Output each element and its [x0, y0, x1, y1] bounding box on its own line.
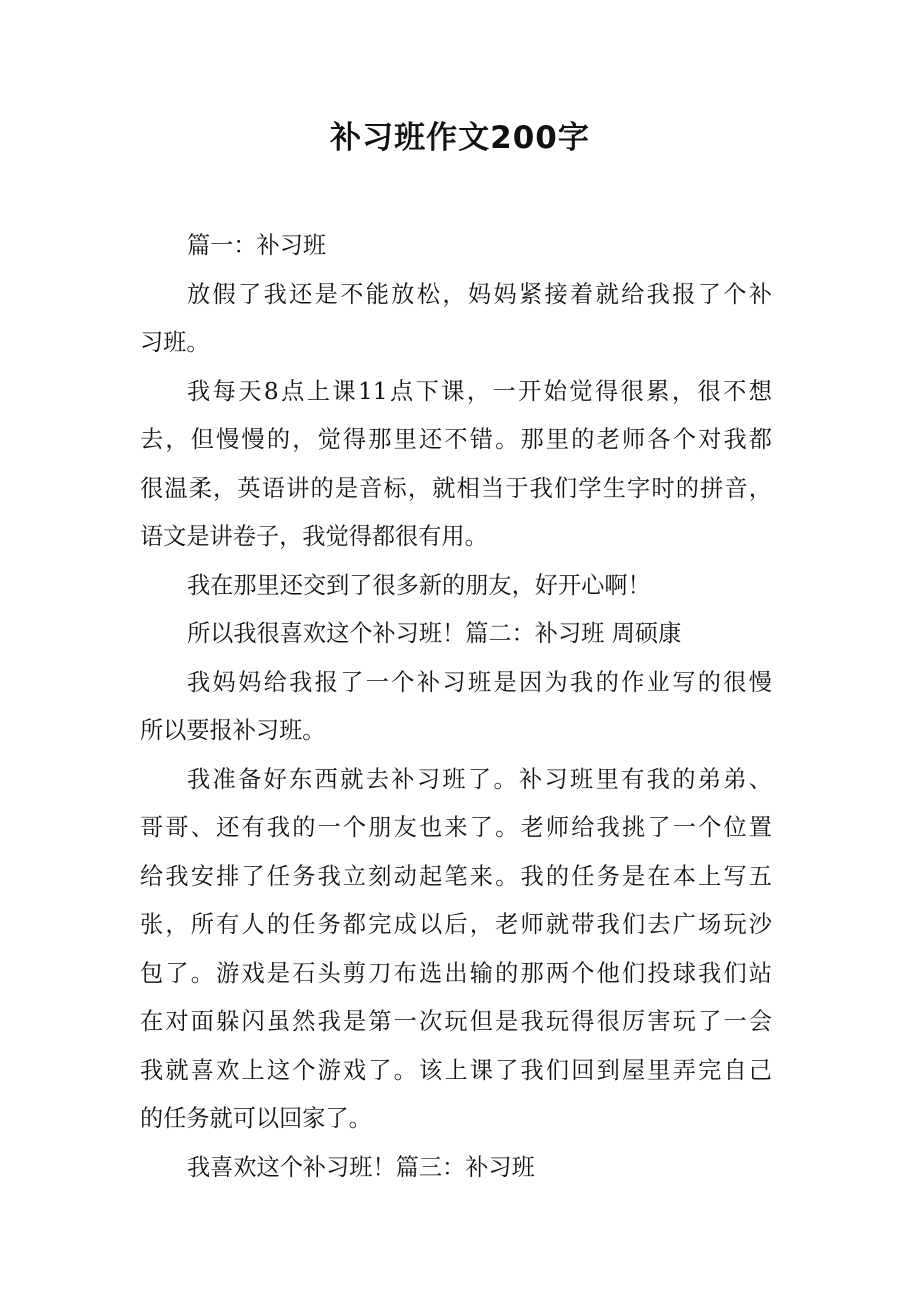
- document-body: [140, 222, 772, 1192]
- document-title: 补习班作文200字: [330, 120, 590, 156]
- text-line: 篇一：补习班: [187, 232, 327, 259]
- text-line: 我每天8点上课11点下课，一开始觉得很累，很不想: [187, 377, 772, 405]
- text-line: 的任务就可以回家了。: [140, 1105, 372, 1132]
- text-line: 我在那里还交到了很多新的朋友，好开心啊！: [187, 571, 651, 599]
- text-line: 包了。游戏是石头剪刀布选出输的那两个他们投球我们站: [140, 959, 772, 987]
- text-line: 很温柔，英语讲的是音标，就相当于我们学生字时的拼音，: [140, 474, 772, 502]
- text-line: 语文是讲卷子，我觉得都很有用。: [140, 523, 488, 550]
- text-line: 放假了我还是不能放松，妈妈紧接着就给我报了个补: [187, 280, 772, 308]
- text-line: 我准备好东西就去补习班了。补习班里有我的弟弟、: [187, 765, 772, 793]
- text-line: 给我安排了任务我立刻动起笔来。我的任务是在本上写五: [140, 862, 772, 890]
- text-line: 哥哥、还有我的一个朋友也来了。老师给我挑了一个位置: [140, 814, 772, 841]
- text-line: 所以我很喜欢这个补习班！篇二：补习班 周硕康: [187, 620, 682, 647]
- text-line: 我喜欢这个补习班！篇三：补习班: [187, 1153, 535, 1181]
- text-line: 习班。: [140, 329, 210, 356]
- text-line: 去，但慢慢的，觉得那里还不错。那里的老师各个对我都: [140, 426, 772, 453]
- text-line: 我妈妈给我报了一个补习班是因为我的作业写的很慢: [187, 668, 772, 696]
- text-line: 我就喜欢上这个游戏了。该上课了我们回到屋里弄完自己: [140, 1056, 772, 1084]
- text-line: 所以要报补习班。: [140, 717, 326, 744]
- text-line: 张，所有人的任务都完成以后，老师就带我们去广场玩沙: [140, 911, 772, 938]
- text-line: 在对面躲闪虽然我是第一次玩但是我玩得很厉害玩了一会: [140, 1008, 772, 1035]
